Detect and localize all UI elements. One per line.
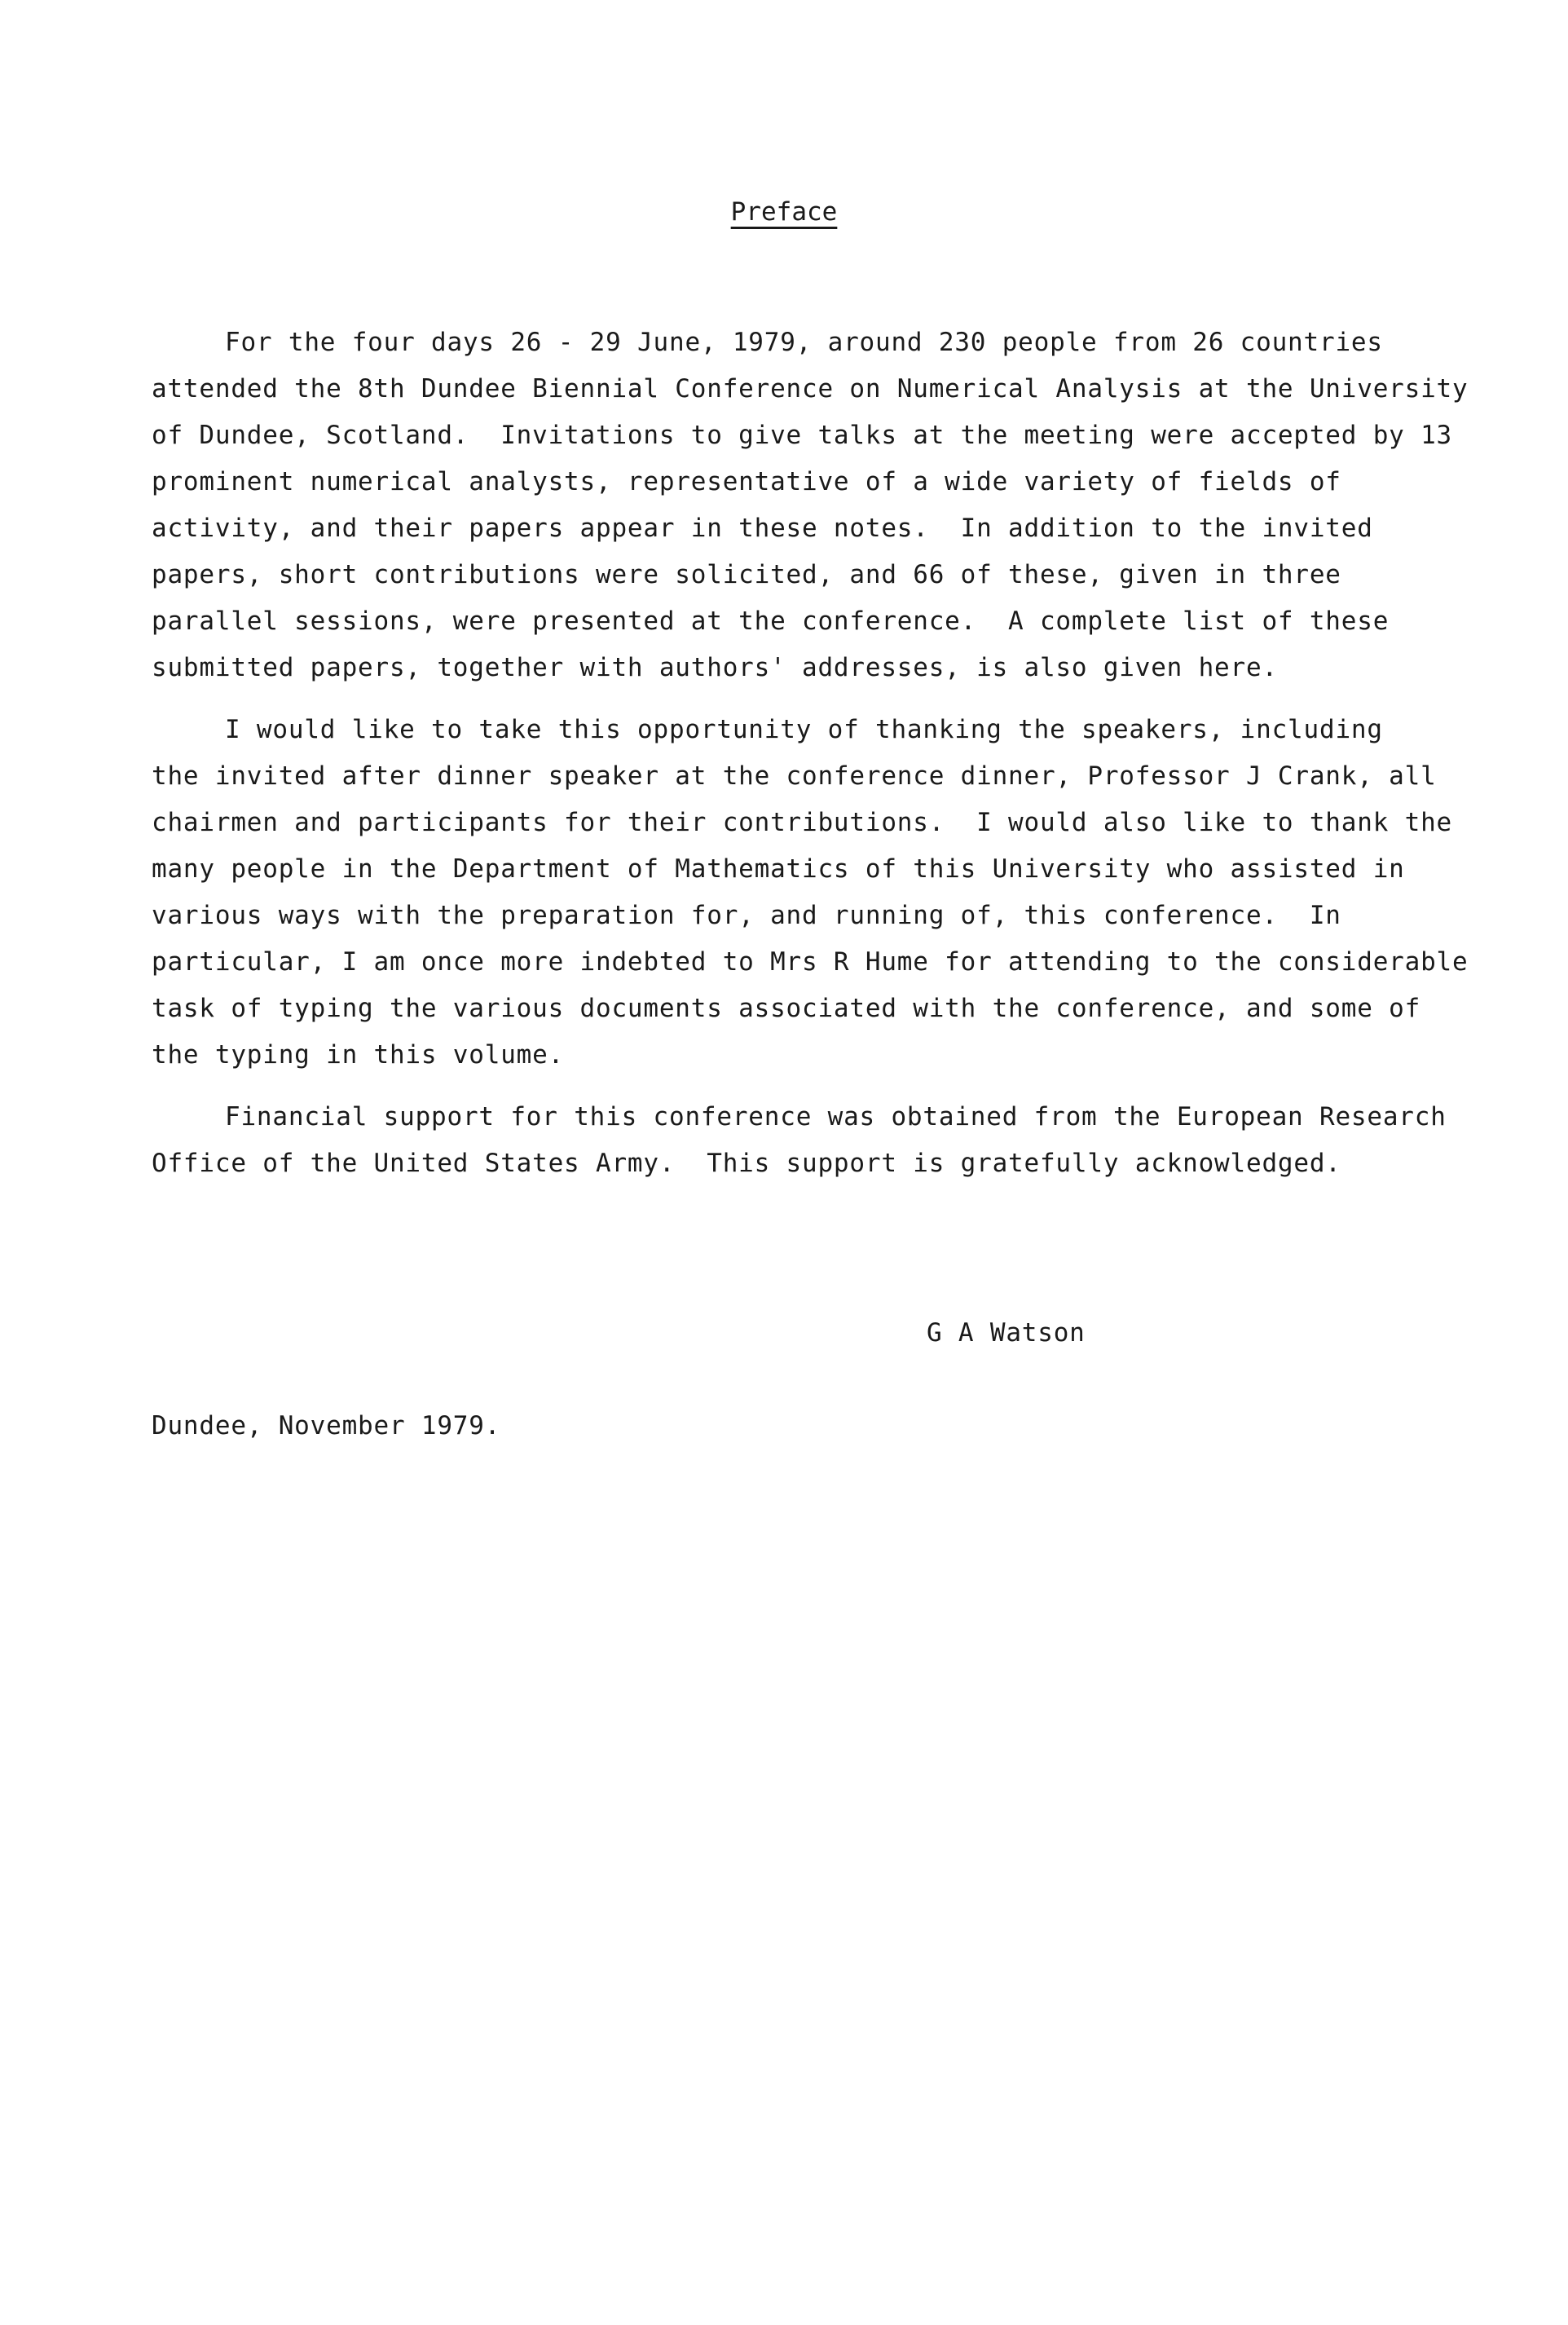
paragraph-1-line-1: For the four days 26 - 29 June, 1979, around 230 people from 26 countries [225,328,1383,357]
paragraph-2-line-5: various ways with the preparation for, and running of, this conference. In [152,901,1341,930]
paragraph-3-line-2: Office of the United States Army. This support is gratefully acknowledged. [152,1149,1341,1178]
paragraph-1-line-5: activity, and their papers appear in these notes. In addition to the invited [152,514,1373,543]
signature: G A Watson [927,1318,1086,1348]
paragraph-2-line-3: chairmen and participants for their contributions. I would also like to thank the [152,808,1453,837]
paragraph-1-line-8: submitted papers, together with authors' addresses, is also given here. [152,653,1278,682]
paragraph-2-line-4: many people in the Department of Mathematics of this University who assisted in [152,854,1405,884]
paragraph-2-line-1: I would like to take this opportunity of thanking the speakers, including [225,715,1383,744]
paragraph-1-line-3: of Dundee, Scotland. Invitations to give talks at the meeting were accepted by 13 [152,421,1453,450]
page-title [0,194,1568,230]
page-title-text: Preface [730,197,838,227]
paragraph-2-line-6: particular, I am once more indebted to Mrs R Hume for attending to the considerable [152,947,1469,977]
paragraph-1-line-6: papers, short contributions were solicited, and 66 of these, given in three [152,560,1341,589]
paragraph-1-line-2: attended the 8th Dundee Biennial Conference on Numerical Analysis at the University [152,374,1469,404]
paragraph-2-line-7: task of typing the various documents associated with the conference, and some of [152,994,1421,1023]
paragraph-1-line-4: prominent numerical analysts, representative of a wide variety of fields of [152,467,1341,496]
place-date: Dundee, November 1979. [152,1411,501,1440]
paragraph-3-line-1: Financial support for this conference was obtained from the European Research [225,1102,1447,1132]
paragraph-2-line-2: the invited after dinner speaker at the conference dinner, Professor J Crank, all [152,761,1437,791]
paragraph-2-line-8: the typing in this volume. [152,1040,565,1070]
paragraph-1-line-7: parallel sessions, were presented at the conference. A complete list of these [152,607,1390,636]
